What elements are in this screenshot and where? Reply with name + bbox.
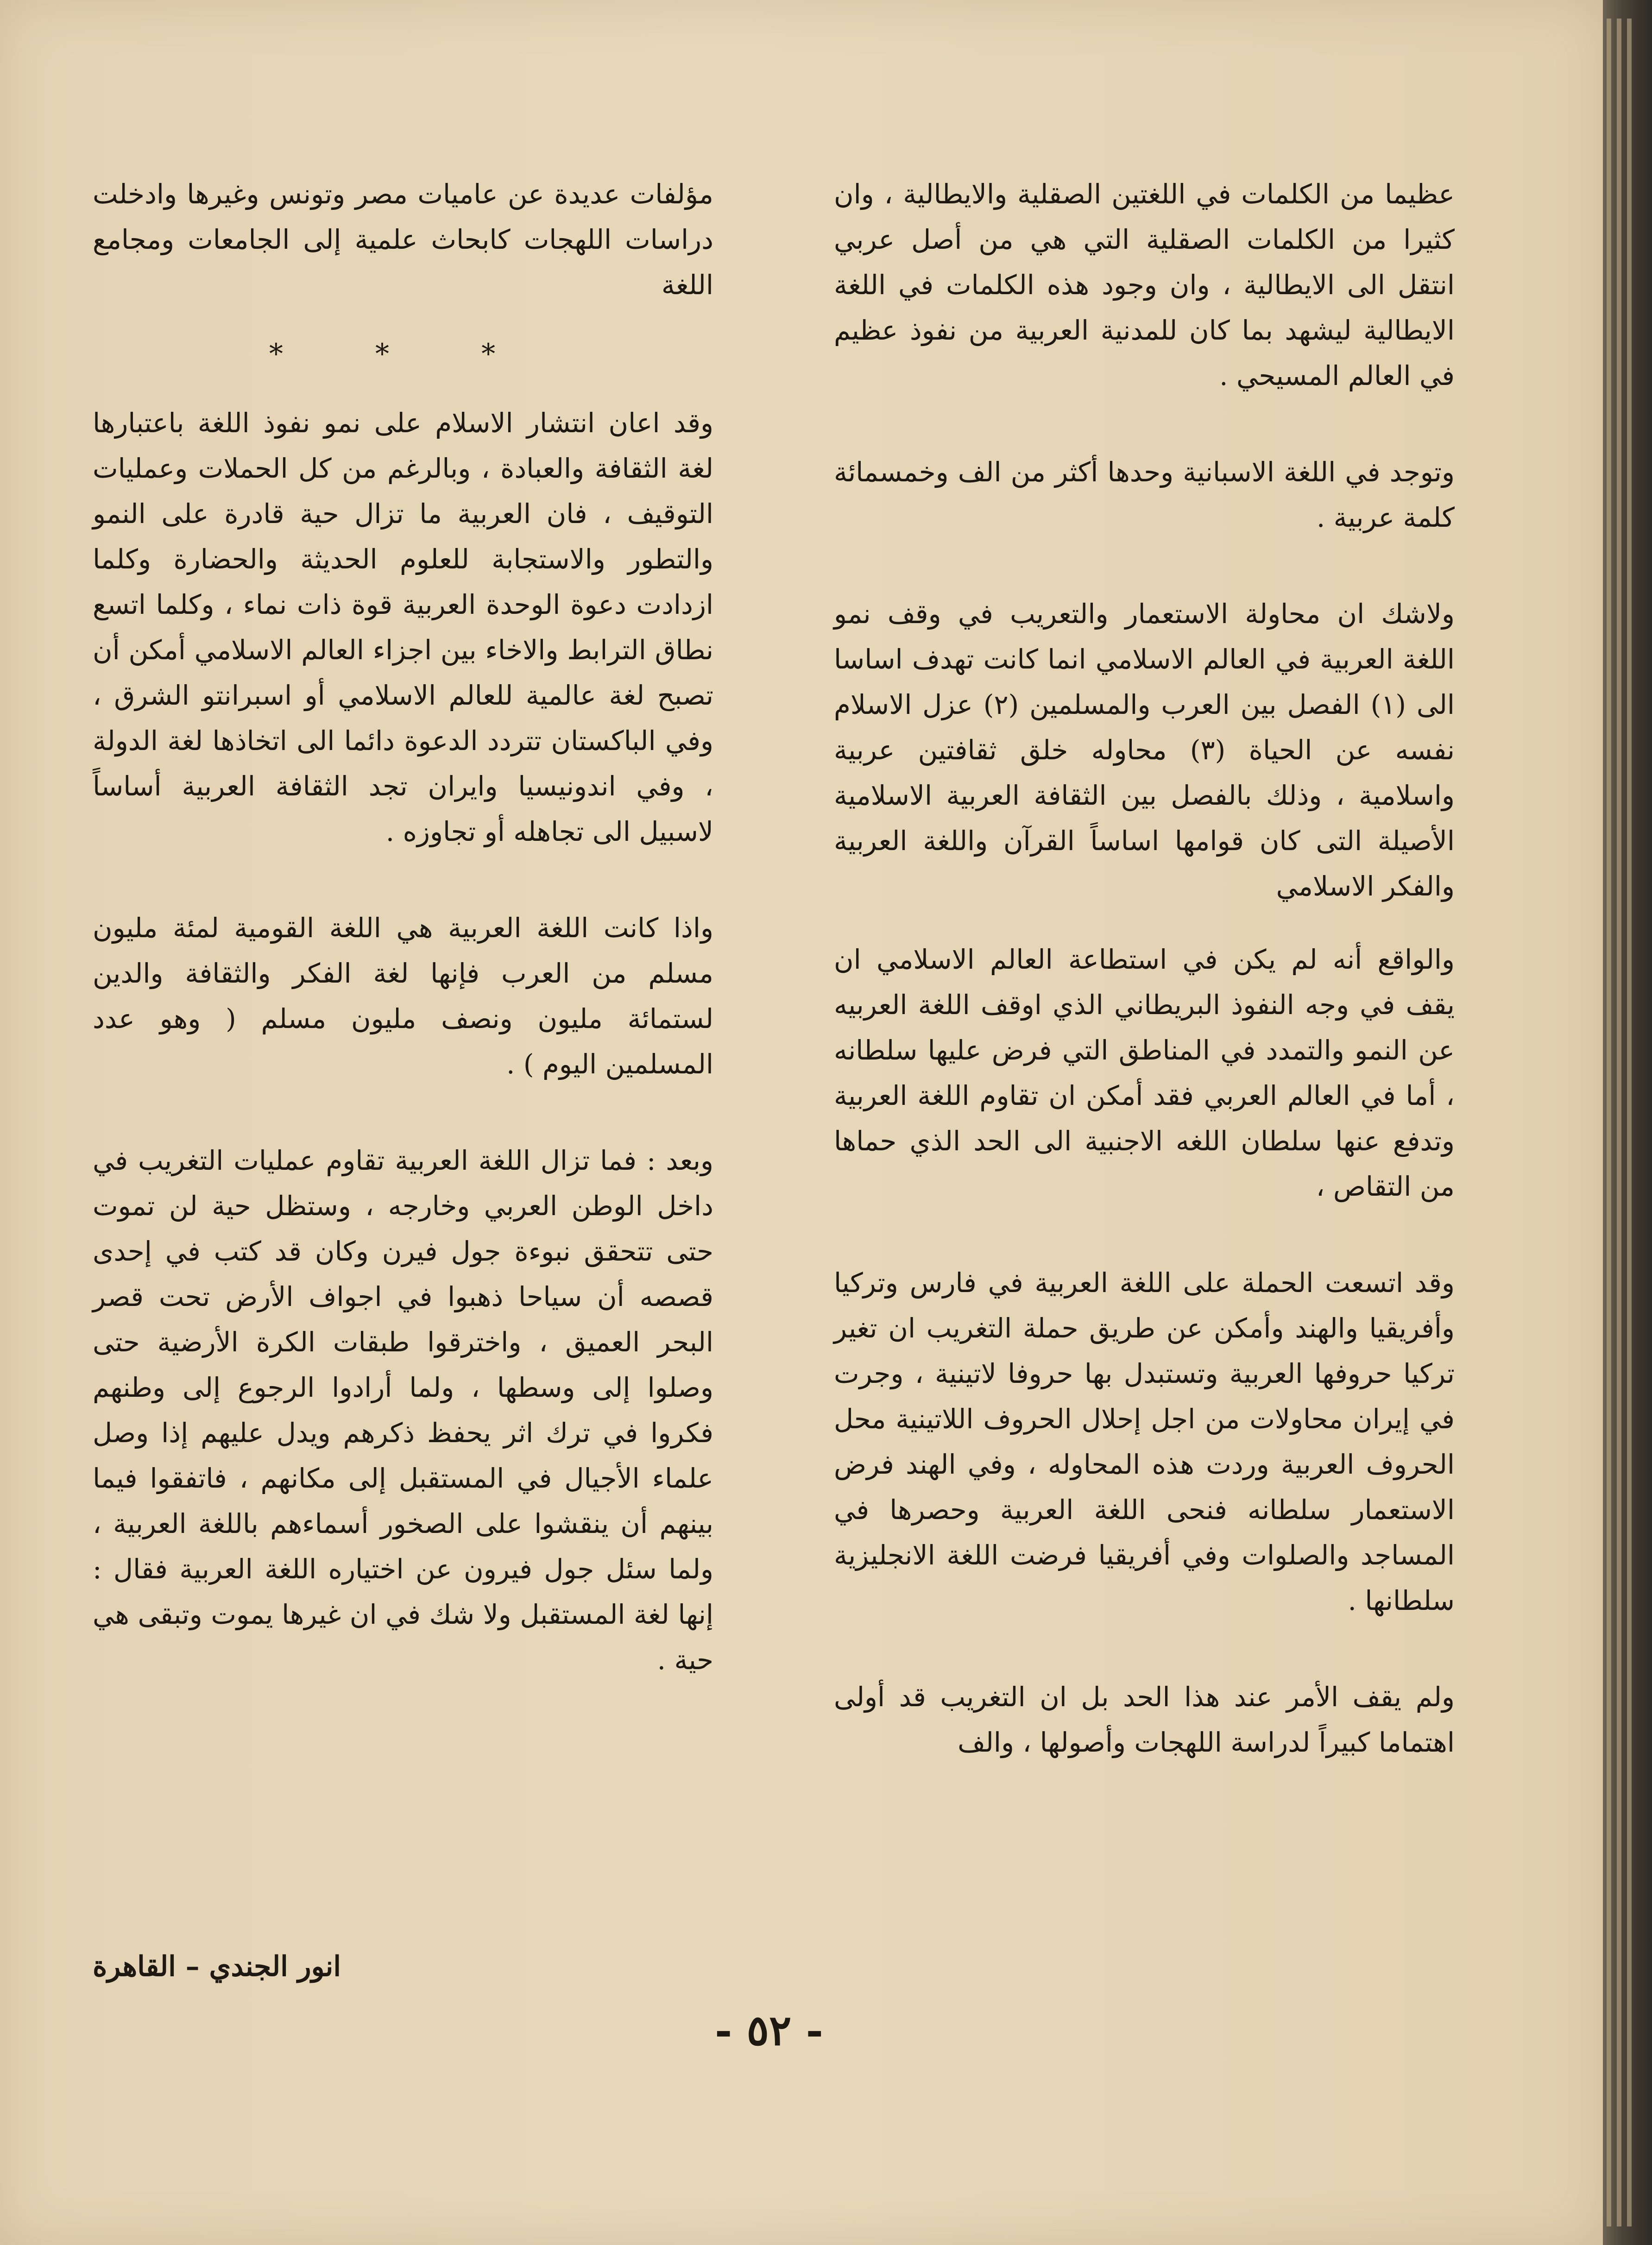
section-separator: * * * [269, 338, 537, 370]
paragraph: وتوجد في اللغة الاسبانية وحدها أكثر من الف وخمسمائة كلمة عربية . [834, 456, 1455, 533]
paragraph: وقد اعان انتشار الاسلام على نمو نفوذ اللغة باعتبارها لغة الثقافة والعبادة ، وبالرغم من كل الحملات وعمليات التوقيف ، فان العربية ما تزال حية قادرة على النمو والتطور والاستجابة للعلوم الحديثة والحضارة وكلما ازدادت دعوة الوحدة العربية قوة ذات نماء ، وكلما اتسع نطاق الترابط والاخاء بين اجزاء العالم الاسلامي أمكن أن تصبح لغة عالمية للعالم الاسلامي أو اسبرانتو الشرق ، وفي الباكستان تتردد الدعوة دائما الى اتخاذها لغة الدولة ، وفي اندونيسيا وايران تجد الثقافة العربية أساساً لاسبيل الى تجاهله أو تجاوزه . [93, 407, 713, 847]
paragraph: ولاشك ان محاولة الاستعمار والتعريب في وقف نمو اللغة العربية في العالم الاسلامي انما كانت تهدف اساسا الى (١) الفصل بين العرب والمسلمين (٢) عزل الاسلام نفسه عن الحياة (٣) محاوله خلق ثقافتين عربية واسلامية ، وذلك بالفصل بين الثقافة العربية الاسلامية الأصيلة التى كان قوامها اساساً القرآن واللغة العربية والفكر الاسلامي [834, 598, 1455, 902]
left-text-column [93, 171, 713, 1683]
paragraph: واذا كانت اللغة العربية هي اللغة القومية لمئة مليون مسلم من العرب فإنها لغة الفكر والثقافة والدين لستمائة مليون ونصف مليون مسلم ( وهو عدد المسلمين اليوم ) . [93, 912, 713, 1080]
page-binding-edge [1603, 0, 1652, 2245]
paragraph: وقد اتسعت الحملة على اللغة العربية في فارس وتركيا وأفريقيا والهند وأمكن عن طريق حملة التغريب ان تغير تركيا حروفها العربية وتستبدل بها حروفا لاتينية ، وجرت في إيران محاولات من اجل إحلال الحروف اللاتينية محل الحروف العربية وردت هذه المحاوله ، وفي الهند فرض الاستعمار سلطانه فنحى اللغة العربية وحصرها في المساجد والصلوات وفي أفريقيا فرضت اللغة الانجليزية سلطانها . [834, 1267, 1455, 1616]
paragraph: مؤلفات عديدة عن عاميات مصر وتونس وغيرها وادخلت دراسات اللهجات كابحاث علمية إلى الجامعات ومجامع اللغة [93, 178, 713, 301]
author-signature: انور الجندي – القاهرة [93, 1950, 341, 1983]
paragraph: ولم يقف الأمر عند هذا الحد بل ان التغريب قد أولى اهتماما كبيراً لدراسة اللهجات وأصولها ، والف [834, 1681, 1455, 1758]
paragraph: عظيما من الكلمات في اللغتين الصقلية والايطالية ، وان كثيرا من الكلمات الصقلية التي هي من أصل عربي انتقل الى الايطالية ، وان وجود هذه الكلمات في اللغة الايطالية ليشهد بما كان للمدنية العربية من نفوذ عظيم في العالم المسيحي . [834, 178, 1455, 391]
page-number: - ٥٢ - [714, 2006, 824, 2055]
right-text-column [834, 171, 1455, 1765]
paragraph: والواقع أنه لم يكن في استطاعة العالم الاسلامي ان يقف في وجه النفوذ البريطاني الذي اوقف اللغة العربيه عن النمو والتمدد في المناطق التي فرض عليها سلطانه ، أما في العالم العربي فقد أمكن ان تقاوم اللغة العربية وتدفع عنها سلطان اللغه الاجنبية الى الحد الذي حماها من التقاص ، [834, 944, 1455, 1202]
paragraph: وبعد : فما تزال اللغة العربية تقاوم عمليات التغريب في داخل الوطن العربي وخارجه ، وستظل حية لن تموت حتى تتحقق نبوءة جول فيرن وكان قد كتب في إحدى قصصه أن سياحا ذهبوا في اجواف الأرض تحت قصر البحر العميق ، واخترقوا طبقات الكرة الأرضية حتى وصلوا إلى وسطها ، ولما أرادوا الرجوع إلى وطنهم فكروا في ترك اثر يحفظ ذكرهم ويدل عليهم إذا وصل علماء الأجيال في المستقبل إلى مكانهم ، فاتفقوا فيما بينهم أن ينقشوا على الصخور أسماءهم باللغة العربية ، ولما سئل جول فيرون عن اختياره اللغة العربية فقال : إنها لغة المستقبل ولا شك في ان غيرها يموت وتبقى هي حية . [93, 1145, 713, 1676]
